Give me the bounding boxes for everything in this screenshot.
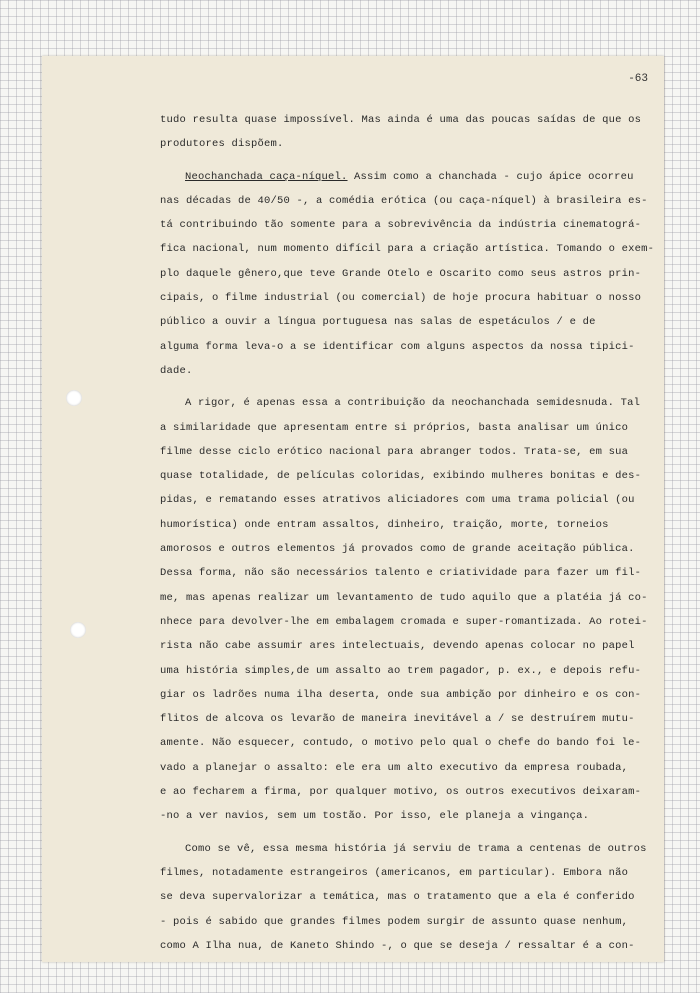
text-line: A rigor, é apenas essa a contribuição da neochanchada semidesnuda. Tal <box>185 397 641 410</box>
text-line: público a ouvir a língua portuguesa nas salas de espetáculos / e de <box>160 316 596 329</box>
punch-hole <box>70 622 86 638</box>
text-line: dade. <box>160 364 193 377</box>
text-line: amorosos e outros elementos já provados como de grande aceitação pública. <box>160 543 635 556</box>
text-line: alguma forma leva-o a se identificar com alguns aspectos da nossa tipici- <box>160 340 635 353</box>
text-line: cipais, o filme industrial (ou comercial) de hoje procura habituar o nosso <box>160 292 642 305</box>
text-line: uma história simples,de um assalto ao trem pagador, p. ex., e depois refu- <box>160 664 642 677</box>
text-line: rista não cabe assumir ares intelectuais, devendo apenas colocar no papel <box>160 640 635 653</box>
text-line: amente. Não esquecer, contudo, o motivo pelo qual o chefe do bando foi le- <box>160 737 642 750</box>
typewritten-page <box>42 56 664 962</box>
text-line: filme desse ciclo erótico nacional para abranger todos. Trata-se, em sua <box>160 445 629 458</box>
text-line: Dessa forma, não são necessários talento e criatividade para fazer um fil- <box>160 567 642 580</box>
document-body <box>160 108 654 958</box>
text-line <box>160 165 654 189</box>
text-line: como A Ilha nua, de Kaneto Shindo -, o que se deseja / ressaltar é a con- <box>160 939 635 952</box>
text-line: me, mas apenas realizar um levantamento de tudo aquilo que a platéia já co- <box>160 591 648 604</box>
text-line: Como se vê, essa mesma história já serviu de trama a centenas de outros <box>185 842 647 855</box>
text-line: vado a planejar o assalto: ele era um alto executivo da empresa roubada, <box>160 761 629 774</box>
text-line: se deva supervalorizar a temática, mas o tratamento que a ela é conferido <box>160 891 635 904</box>
text-line: produtores dispõem. <box>160 138 284 151</box>
text-line: - pois é sabido que grandes filmes podem surgir de assunto quase nenhum, <box>160 915 629 928</box>
text-line: tá contribuindo tão somente para a sobrevivência da indústria cinematográ- <box>160 219 642 232</box>
text-line: giar os ladrões numa ilha deserta, onde sua ambição por dinheiro e os con- <box>160 688 642 701</box>
text-line: quase totalidade, de películas coloridas, exibindo mulheres bonitas e des- <box>160 470 642 483</box>
text-line: flitos de alcova os levarão de maneira inevitável a / se destruírem mutu- <box>160 713 635 726</box>
text-line: nas décadas de 40/50 -, a comédia erótica (ou caça-níquel) à brasileira es- <box>160 194 648 207</box>
text-line: a similaridade que apresentam entre si próprios, basta analisar um único <box>160 421 629 434</box>
text-line: pidas, e rematando esses atrativos aliciadores com uma trama policial (ou <box>160 494 635 507</box>
text-line: plo daquele gênero,que teve Grande Otelo e Oscarito como seus astros prin- <box>160 267 642 280</box>
punch-hole <box>66 390 82 406</box>
text-line: tudo resulta quase impossível. Mas ainda é uma das poucas saídas de que os <box>160 114 642 126</box>
text-line: humorística) onde entram assaltos, dinheiro, traição, morte, torneios <box>160 518 609 531</box>
text-line: fica nacional, num momento difícil para a criação artística. Tomando o exem- <box>160 243 655 256</box>
text-line: e ao fecharem a firma, por qualquer motivo, os outros executivos deixaram- <box>160 786 642 799</box>
section-heading: Neochanchada caça-níquel. <box>185 170 348 183</box>
page-number: -63 <box>628 73 648 85</box>
text-line: filmes, notadamente estrangeiros (americanos, em particular). Embora não <box>160 866 629 879</box>
text-line: nhece para devolver-lhe em embalagem cromada e super-romantizada. Ao rotei- <box>160 615 648 628</box>
text-line-rest: Assim como a chanchada - cujo ápice ocorreu <box>347 170 634 183</box>
text-line: -no a ver navios, sem um tostão. Por isso, ele planeja a vingança. <box>160 810 590 823</box>
